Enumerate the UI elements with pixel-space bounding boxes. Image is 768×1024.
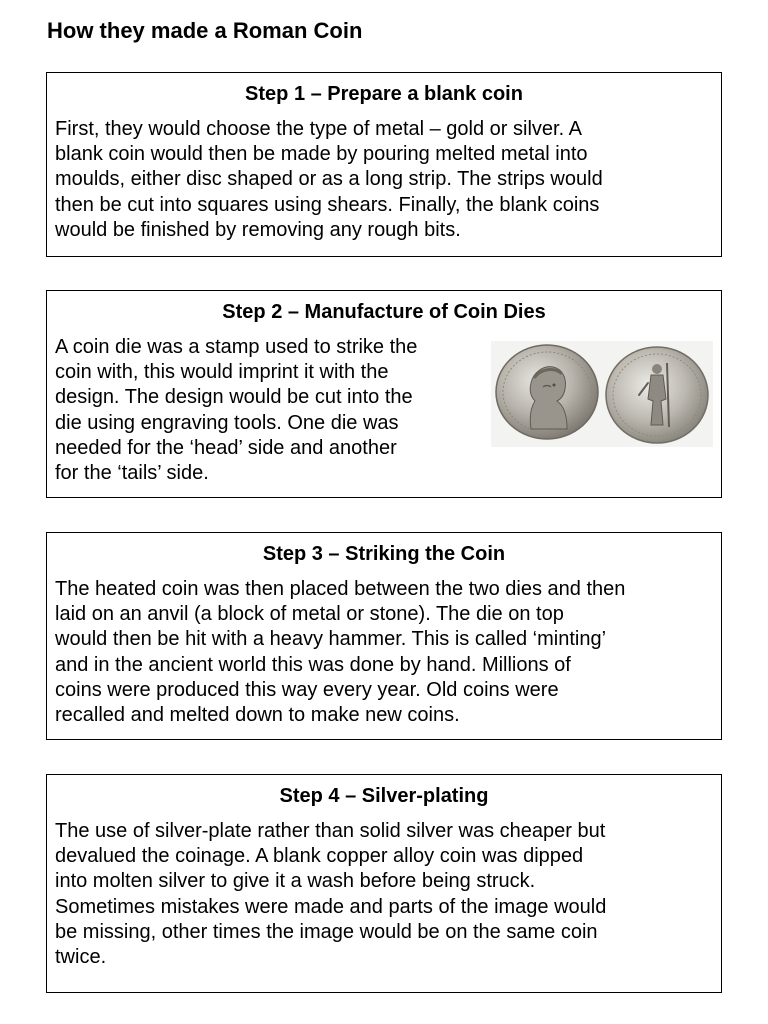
text-line: devalued the coinage. A blank copper alloy coin was dipped bbox=[55, 845, 584, 868]
text-line: The use of silver-plate rather than solid silver was cheaper but bbox=[55, 820, 606, 842]
step-2-box bbox=[46, 290, 722, 498]
coin-tails-side bbox=[606, 347, 708, 443]
text-line: moulds, either disc shaped or as a long strip. The strips would bbox=[55, 168, 603, 191]
step-4-heading: Step 4 – Silver-plating bbox=[279, 785, 489, 807]
text-line: coin with, this would imprint it with the bbox=[55, 361, 389, 384]
text-line: recalled and melted down to make new coins. bbox=[55, 704, 460, 727]
step-1-heading: Step 1 – Prepare a blank coin bbox=[245, 83, 523, 105]
text-line: First, they would choose the type of metal – gold or silver. A bbox=[55, 118, 582, 140]
text-line: Sometimes mistakes were made and parts of the image would bbox=[55, 895, 607, 918]
text-line: for the ‘tails’ side. bbox=[55, 462, 209, 485]
text-line: blank coin would then be made by pouring melted metal into bbox=[55, 143, 588, 166]
step-2-text bbox=[55, 335, 417, 486]
step-3-heading: Step 3 – Striking the Coin bbox=[262, 543, 506, 565]
step-4-box bbox=[46, 774, 722, 993]
text-line: twice. bbox=[55, 946, 107, 969]
text-line: be missing, other times the image would be on the same coin bbox=[55, 920, 598, 943]
coin-head-side bbox=[496, 345, 598, 439]
step-1-box bbox=[46, 72, 722, 257]
text-line: needed for the ‘head’ side and another bbox=[55, 436, 397, 459]
text-line: The heated coin was then placed between the two dies and then bbox=[55, 578, 626, 600]
page-title: How they made a Roman Coin bbox=[47, 18, 363, 43]
step-4-text bbox=[55, 819, 606, 970]
text-line: would be finished by removing any rough bits. bbox=[55, 218, 461, 241]
text-line: die using engraving tools. One die was bbox=[55, 411, 399, 434]
roman-coins-image bbox=[491, 341, 713, 447]
text-line: coins were produced this way every year. Old coins were bbox=[55, 678, 559, 701]
text-line: then be cut into squares using shears. Finally, the blank coins bbox=[55, 193, 600, 216]
step-3-text bbox=[55, 577, 625, 728]
text-line: A coin die was a stamp used to strike the bbox=[55, 336, 418, 358]
text-line: laid on an anvil (a block of metal or stone). The die on top bbox=[55, 603, 564, 626]
text-line: into molten silver to give it a wash before being struck. bbox=[55, 870, 536, 893]
text-line: and in the ancient world this was done by hand. Millions of bbox=[55, 653, 571, 676]
step-1-text bbox=[55, 117, 603, 243]
step-2-heading: Step 2 – Manufacture of Coin Dies bbox=[222, 301, 546, 323]
text-line: would then be hit with a heavy hammer. This is called ‘minting’ bbox=[55, 628, 607, 651]
text-line: design. The design would be cut into the bbox=[55, 386, 413, 409]
step-3-box bbox=[46, 532, 722, 740]
